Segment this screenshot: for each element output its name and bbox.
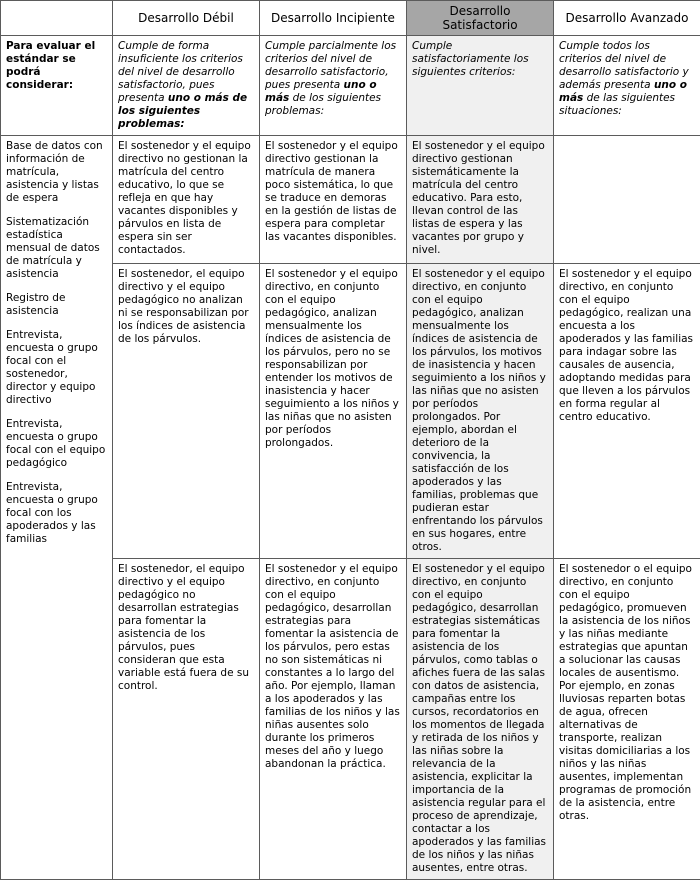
subheader-incipiente-text-end: de los siguientes problemas:	[265, 92, 381, 117]
cell-estrategias-debil	[113, 559, 260, 880]
subheader-satisfactorio-text: Cumple satisfactoriamente los siguientes criterios:	[412, 40, 529, 78]
corner-cell	[1, 1, 113, 36]
cell-matricula-incipiente	[260, 136, 407, 264]
subheader-incipiente-text: Cumple parcialmente los criterios del nivel de desarrollo satisfactorio, pues presenta	[265, 40, 396, 91]
level-header-row	[1, 1, 700, 36]
subheader-debil-bold: uno o más de los siguientes problemas:	[118, 92, 247, 130]
cell-estrategias-satisfactorio	[407, 559, 554, 880]
criteria-item: Sistematización estadística mensual de datos de matrícula y asistencia	[6, 216, 107, 281]
subheader-incipiente-bold: uno o más	[265, 79, 377, 104]
criteria-item: Entrevista, encuesta o grupo focal con el equipo pedagógico	[6, 418, 107, 470]
cell-text: El sostenedor y el equipo directivo, en conjunto con el equipo pedagógico, desarrollan estrategias para fomentar la asistencia de los párvulos, pero estas no son sistemáticas ni constantes a lo largo del año. Por ejemplo, llaman a los apoderados y las familias de los niños y las niñas ausentes solo durante los primeros meses del año y luego abandonan la práctica.	[265, 563, 401, 771]
cell-text: El sostenedor y el equipo directivo, en conjunto con el equipo pedagógico, realizan una encuesta a los apoderados y las familias para indagar sobre las causales de ausencia, adoptando medidas para que lleven a los párvulos en forma regular al centro educativo.	[559, 268, 695, 424]
cell-indices-incipiente	[260, 264, 407, 559]
cell-indices-debil	[113, 264, 260, 559]
cell-estrategias-incipiente	[260, 559, 407, 880]
rubric-row-matricula	[1, 136, 700, 264]
cell-text: El sostenedor y el equipo directivo, en conjunto con el equipo pedagógico, analizan mensualmente los índices de asistencia de los párvulos, pero no se responsabilizan por entender los motivos de inasistencia y hacer seguimiento a los niños y las niñas que no asisten por períodos prolongados.	[265, 268, 401, 450]
subheader-satisfactorio	[407, 36, 554, 136]
subheader-debil-text: Cumple de forma insuficiente los criterios del nivel de desarrollo satisfactorio, pues presenta	[118, 40, 243, 104]
subheader-avanzado-text: Cumple todos los criterios del nivel de desarrollo satisfactorio y además presenta	[559, 40, 689, 91]
cell-matricula-satisfactorio	[407, 136, 554, 264]
column-header-desarrollo-satisfactorio: Desarrollo Satisfactorio	[407, 1, 554, 36]
cell-estrategias-avanzado	[554, 559, 700, 880]
subheader-debil	[113, 36, 260, 136]
column-header-desarrollo-debil: Desarrollo Débil	[113, 1, 260, 36]
criteria-item: Entrevista, encuesta o grupo focal con los apoderados y las familias	[6, 481, 107, 546]
subheader-avanzado	[554, 36, 700, 136]
subheader-avanzado-bold: uno o más	[559, 79, 687, 104]
cell-text: El sostenedor y el equipo directivo, en conjunto con el equipo pedagógico, desarrollan estrategias sistemáticas para fomentar la asistencia de los párvulos, como tablas o afiches fuera de las salas con datos de asistencia, campañas entre los cursos, recordatorios en los momentos de llegada y retirada de los niños y las niñas sobre la relevancia de la asistencia, explicitar la importancia de la asistencia regular para el proceso de aprendizaje, contactar a los apoderados y las familias de los niños y las niñas ausentes, entre otras.	[412, 563, 548, 875]
cell-text: El sostenedor y el equipo directivo gestionan la matrícula de manera poco sistemática, lo que se traduce en demoras en la gestión de listas de espera para completar las vacantes disponibles.	[265, 140, 401, 244]
criteria-item: Registro de asistencia	[6, 292, 107, 318]
cell-indices-avanzado	[554, 264, 700, 559]
criteria-item: Base de datos con información de matrícula, asistencia y listas de espera	[6, 140, 107, 205]
subheader-incipiente	[260, 36, 407, 136]
cell-matricula-avanzado	[554, 136, 700, 264]
criteria-list-cell	[1, 136, 113, 880]
cell-text: El sostenedor y el equipo directivo, en conjunto con el equipo pedagógico, analizan mensualmente los índices de asistencia de los párvulos, los motivos de inasistencia y hacen seguimiento a los niños y las niñas que no asisten por períodos prolongados. Por ejemplo, abordan el deterioro de la convivencia, la satisfacción de los apoderados y las familias, problemas que pudieran estar enfrentando los párvulos en sus hogares, entre otros.	[412, 268, 548, 554]
criteria-header-label: Para evaluar el estándar se podrá considerar:	[1, 36, 113, 136]
cell-text: El sostenedor, el equipo directivo y el equipo pedagógico no desarrollan estrategias para fomentar la asistencia de los párvulos, pues consideran que esta variable está fuera de su control.	[118, 563, 254, 693]
criteria-item: Entrevista, encuesta o grupo focal con el sostenedor, director y equipo directivo	[6, 329, 107, 407]
column-header-desarrollo-avanzado: Desarrollo Avanzado	[554, 1, 700, 36]
cell-text: El sostenedor o el equipo directivo, en conjunto con el equipo pedagógico, promueven la asistencia de los niños y las niñas mediante estrategias que apuntan a solucionar las causas locales de ausentismo. Por ejemplo, en zonas lluviosas reparten botas de agua, ofrecen alternativas de transporte, realizan visitas domiciliarias a los niños y las niñas ausentes, implementan programas de promoción de la asistencia, entre otras.	[559, 563, 695, 823]
cell-text: El sostenedor y el equipo directivo gestionan sistemáticamente la matrícula del centro educativo. Para esto, llevan control de las listas de espera y las vacantes por grupo y nivel.	[412, 140, 548, 257]
cell-text: El sostenedor, el equipo directivo y el equipo pedagógico no analizan ni se responsabilizan por los índices de asistencia de los párvulos.	[118, 268, 254, 346]
column-header-desarrollo-incipiente: Desarrollo Incipiente	[260, 1, 407, 36]
cell-indices-satisfactorio	[407, 264, 554, 559]
subheader-row	[1, 36, 700, 136]
cell-text: El sostenedor y el equipo directivo no gestionan la matrícula del centro educativo, lo que se refleja en que hay vacantes disponibles y párvulos en lista de espera sin ser contactados.	[118, 140, 254, 257]
cell-matricula-debil	[113, 136, 260, 264]
subheader-avanzado-text-end: de las siguientes situaciones:	[559, 92, 675, 117]
